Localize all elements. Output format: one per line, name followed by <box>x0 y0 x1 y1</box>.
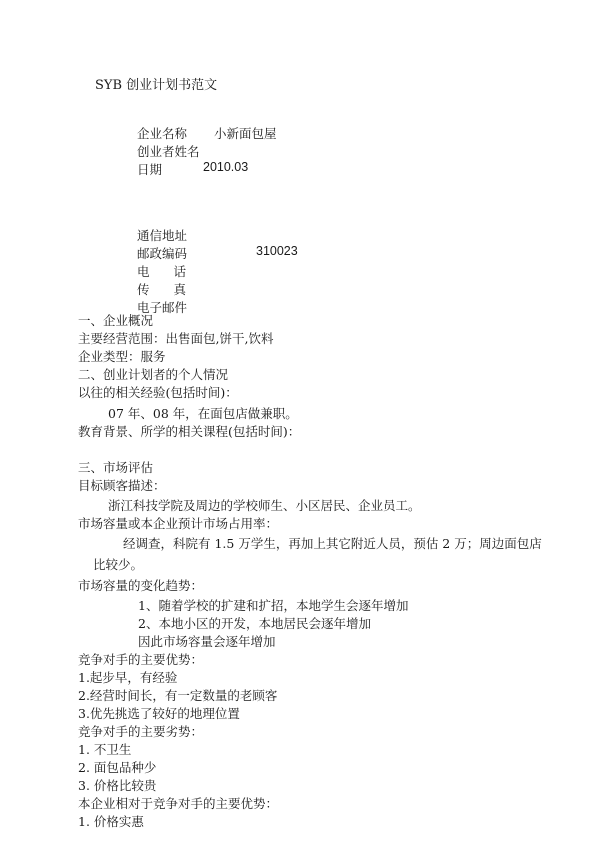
section-3-heading: 三、市场评估 <box>78 460 154 475</box>
market-trend-conclusion: 因此市场容量会逐年增加 <box>138 634 276 649</box>
competitor-strength-2: 2.经营时间长，有一定数量的老顾客 <box>78 688 278 703</box>
experience-value: 07 年、08 年，在面包店做兼职。 <box>108 406 298 421</box>
address-label: 通信地址 <box>137 228 188 243</box>
competitor-weakness-2: 2. 面包品种少 <box>78 760 157 775</box>
postcode-value: 310023 <box>256 244 298 258</box>
phone-label: 电话 <box>137 264 211 279</box>
market-trend-item-1: 1、随着学校的扩建和扩招，本地学生会逐年增加 <box>138 598 409 613</box>
target-customers-label: 目标顾客描述： <box>78 478 166 493</box>
founder-name-label: 创业者姓名 <box>137 144 200 159</box>
competitor-strength-1: 1.起步早，有经验 <box>78 670 178 685</box>
market-capacity-label: 市场容量或本企业预计市场占用率： <box>78 516 279 531</box>
document-title: SYB 创业计划书范文 <box>95 78 218 93</box>
date-label: 日期 <box>137 162 163 177</box>
competitor-weaknesses-label: 竞争对手的主要劣势： <box>78 724 204 739</box>
competitor-weakness-1: 1. 不卫生 <box>78 742 132 757</box>
business-scope: 主要经营范围：出售面包,饼干,饮料 <box>78 331 274 346</box>
target-customers-value: 浙江科技学院及周边的学校师生、小区居民、企业员工。 <box>108 498 421 513</box>
fax-label: 传真 <box>137 282 211 297</box>
competitor-weakness-3: 3. 价格比较贵 <box>78 778 157 793</box>
competitor-strength-3: 3.优先挑选了较好的地理位置 <box>78 706 240 721</box>
own-advantages-label: 本企业相对于竞争对手的主要优势： <box>78 796 279 811</box>
market-trend-item-2: 2、本地小区的开发，本地居民会逐年增加 <box>138 616 371 631</box>
competitor-strengths-label: 竞争对手的主要优势： <box>78 652 204 667</box>
company-type: 企业类型：服务 <box>78 349 166 364</box>
education-label: 教育背景、所学的相关课程(包括时间)： <box>78 424 301 439</box>
postcode-label: 邮政编码 <box>137 246 188 261</box>
experience-label: 以往的相关经验(包括时间)： <box>78 385 238 400</box>
company-name-value: 小新面包屋 <box>214 126 277 141</box>
market-capacity-value: 经调查，科院有 1.5 万学生，再加上其它附近人员，预估 2 万；周边面包店比较少。 <box>93 536 542 572</box>
email-label: 电子邮件 <box>137 300 188 315</box>
company-name-label: 企业名称 <box>137 126 188 141</box>
section-1-heading: 一、企业概况 <box>78 313 154 328</box>
date-value: 2010.03 <box>203 160 249 174</box>
own-advantage-1: 1. 价格实惠 <box>78 814 144 829</box>
section-2-heading: 二、创业计划者的个人情况 <box>78 367 229 382</box>
market-trend-label: 市场容量的变化趋势： <box>78 578 204 593</box>
